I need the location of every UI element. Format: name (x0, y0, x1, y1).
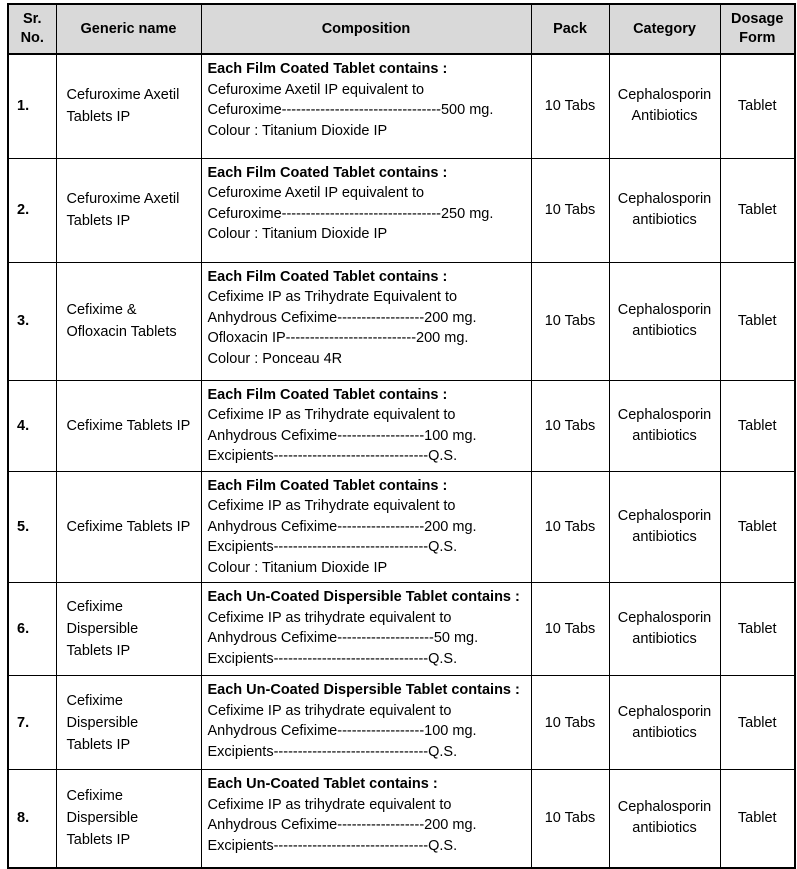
dosage-form-cell: Tablet (720, 158, 795, 262)
table-row (8, 262, 795, 380)
sr-no-cell: 5. (8, 471, 56, 583)
composition-heading: Each Un-Coated Tablet contains : (207, 776, 438, 792)
composition-lines: Cefixime IP as trihydrate equivalent to Anhydrous Cefixime------------------200 mg. Excipients--------------------------------Q.S. (207, 796, 477, 854)
composition-heading: Each Film Coated Tablet contains : (207, 386, 448, 403)
column-header-pack: Pack (531, 4, 609, 54)
table-row (8, 380, 795, 471)
composition-cell (201, 583, 531, 676)
composition-cell (201, 54, 531, 158)
generic-name-cell: Cefixime Dispersible Tablets IP (56, 583, 201, 676)
category-cell: Cephalosporin antibiotics (609, 471, 720, 583)
pack-cell: 10 Tabs (531, 471, 609, 583)
sr-no-cell: 7. (8, 676, 56, 770)
composition-heading: Each Film Coated Tablet contains : (207, 61, 448, 77)
generic-name-cell: Cefixime Dispersible Tablets IP (56, 676, 201, 770)
composition-lines: Cefuroxime Axetil IP equivalent to Cefuroxime---------------------------------500 mg. Colour : Titanium Dioxide IP (207, 81, 494, 139)
generic-name-cell: Cefixime & Ofloxacin Tablets (56, 262, 201, 380)
generic-name-cell: Cefuroxime Axetil Tablets IP (56, 54, 201, 158)
header-row (8, 4, 795, 54)
generic-name-cell: Cefixime Tablets IP (56, 471, 201, 583)
category-cell: Cephalosporin antibiotics (609, 676, 720, 770)
generic-name-cell: Cefuroxime Axetil Tablets IP (56, 158, 201, 262)
pack-cell: 10 Tabs (531, 158, 609, 262)
dosage-form-cell: Tablet (720, 676, 795, 770)
pack-cell: 10 Tabs (531, 54, 609, 158)
composition-lines: Cefixime IP as Trihydrate Equivalent to Anhydrous Cefixime------------------200 mg. Ofloxacin IP---------------------------200 mg. Colour : Ponceau 4R (207, 289, 477, 367)
composition-heading: Each Film Coated Tablet contains : (207, 477, 448, 494)
sr-no-cell: 8. (8, 770, 56, 868)
sr-no-cell: 6. (8, 583, 56, 676)
product-list-table (7, 3, 796, 869)
composition-heading: Each Film Coated Tablet contains : (207, 268, 448, 285)
pack-cell: 10 Tabs (531, 770, 609, 868)
pack-cell: 10 Tabs (531, 676, 609, 770)
composition-heading: Each Un-Coated Dispersible Tablet contains : (207, 682, 520, 698)
composition-lines: Cefixime IP as Trihydrate equivalent to Anhydrous Cefixime------------------200 mg. Excipients--------------------------------Q.S. Colour : Titanium Dioxide IP (207, 498, 477, 576)
table-header (8, 4, 795, 54)
pack-cell: 10 Tabs (531, 380, 609, 471)
pack-cell: 10 Tabs (531, 583, 609, 676)
category-cell: Cephalosporin antibiotics (609, 262, 720, 380)
dosage-form-cell: Tablet (720, 471, 795, 583)
table-row (8, 54, 795, 158)
dosage-form-cell: Tablet (720, 54, 795, 158)
composition-cell (201, 770, 531, 868)
dosage-form-cell: Tablet (720, 770, 795, 868)
table-row (8, 471, 795, 583)
composition-heading: Each Un-Coated Dispersible Tablet contains : (207, 589, 520, 605)
composition-cell (201, 158, 531, 262)
column-header-generic-name: Generic name (56, 4, 201, 54)
category-cell: Cephalosporin Antibiotics (609, 54, 720, 158)
category-cell: Cephalosporin antibiotics (609, 158, 720, 262)
column-header-category: Category (609, 4, 720, 54)
composition-cell (201, 380, 531, 471)
table-body (8, 54, 795, 868)
dosage-form-cell: Tablet (720, 583, 795, 676)
sr-no-cell: 4. (8, 380, 56, 471)
generic-name-cell: Cefixime Tablets IP (56, 380, 201, 471)
column-header-composition: Composition (201, 4, 531, 54)
column-header-dosage-form: Dosage Form (720, 4, 795, 54)
composition-lines: Cefixime IP as Trihydrate equivalent to Anhydrous Cefixime------------------100 mg. Excipients--------------------------------Q.S. (207, 407, 477, 464)
composition-lines: Cefuroxime Axetil IP equivalent to Cefuroxime---------------------------------250 mg. Colour : Titanium Dioxide IP (207, 185, 494, 242)
category-cell: Cephalosporin antibiotics (609, 770, 720, 868)
column-header-sr-no: Sr. No. (8, 4, 56, 54)
composition-cell (201, 676, 531, 770)
table-row (8, 770, 795, 868)
category-cell: Cephalosporin antibiotics (609, 583, 720, 676)
composition-cell (201, 262, 531, 380)
pack-cell: 10 Tabs (531, 262, 609, 380)
generic-name-cell: Cefixime Dispersible Tablets IP (56, 770, 201, 868)
table-row (8, 158, 795, 262)
table-row (8, 583, 795, 676)
dosage-form-cell: Tablet (720, 380, 795, 471)
composition-lines: Cefixime IP as trihydrate equivalent to Anhydrous Cefixime--------------------50 mg. Excipients--------------------------------Q.S. (207, 609, 479, 667)
sr-no-cell: 2. (8, 158, 56, 262)
sr-no-cell: 3. (8, 262, 56, 380)
table-row (8, 676, 795, 770)
dosage-form-cell: Tablet (720, 262, 795, 380)
category-cell: Cephalosporin antibiotics (609, 380, 720, 471)
composition-heading: Each Film Coated Tablet contains : (207, 164, 448, 181)
sr-no-cell: 1. (8, 54, 56, 158)
composition-cell (201, 471, 531, 583)
composition-lines: Cefixime IP as trihydrate equivalent to Anhydrous Cefixime------------------100 mg. Excipients--------------------------------Q.S. (207, 702, 477, 760)
